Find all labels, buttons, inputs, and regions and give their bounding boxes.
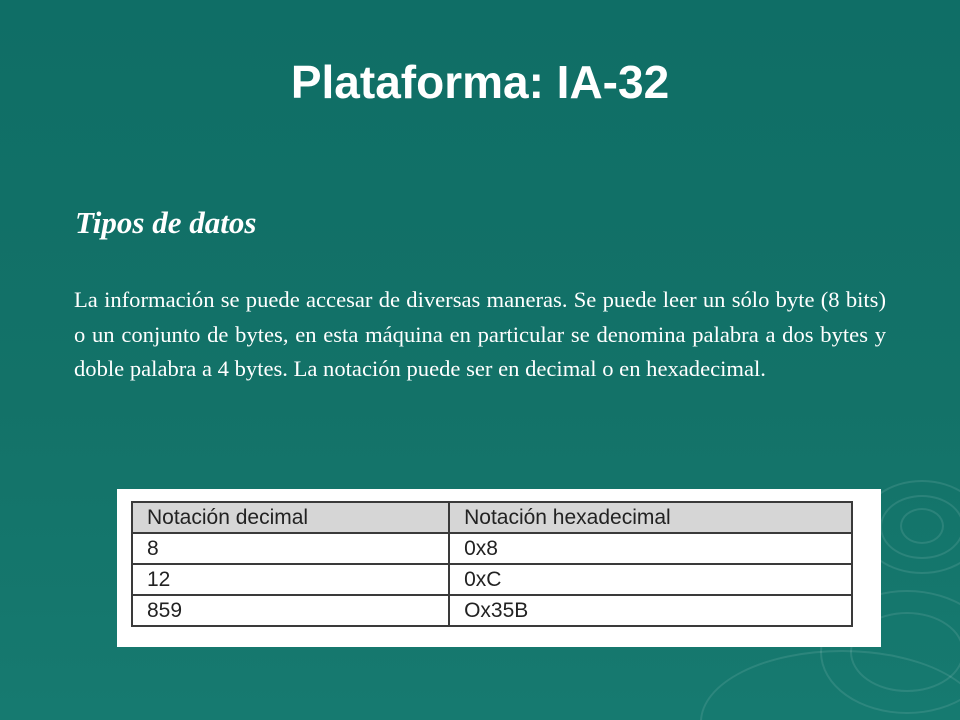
slide-title: Plataforma: IA-32	[290, 56, 670, 108]
table-row	[132, 533, 852, 564]
header-decimal: Notación decimal	[132, 502, 449, 533]
body-paragraph: La información se puede accesar de diversas maneras. Se puede leer un sólo byte (8 bits) o un conjunto de bytes, en esta máquina en particular se denomina palabra a dos bytes y doble palabra a 4 bytes. La notación puede ser en decimal o en hexadecimal.	[74, 287, 886, 381]
header-hexadecimal: Notación hexadecimal	[449, 502, 852, 533]
cell-hexadecimal: Ox35B	[449, 595, 852, 626]
section-subtitle: Tipos de datos	[75, 205, 257, 240]
notation-table	[131, 501, 853, 627]
notation-table-panel	[117, 489, 881, 647]
cell-decimal: 859	[132, 595, 449, 626]
cell-decimal: 12	[132, 564, 449, 595]
cell-hexadecimal: 0xC	[449, 564, 852, 595]
cell-hexadecimal: 0x8	[449, 533, 852, 564]
table-row	[132, 595, 852, 626]
table-header-row	[132, 502, 852, 533]
table-row	[132, 564, 852, 595]
cell-decimal: 8	[132, 533, 449, 564]
